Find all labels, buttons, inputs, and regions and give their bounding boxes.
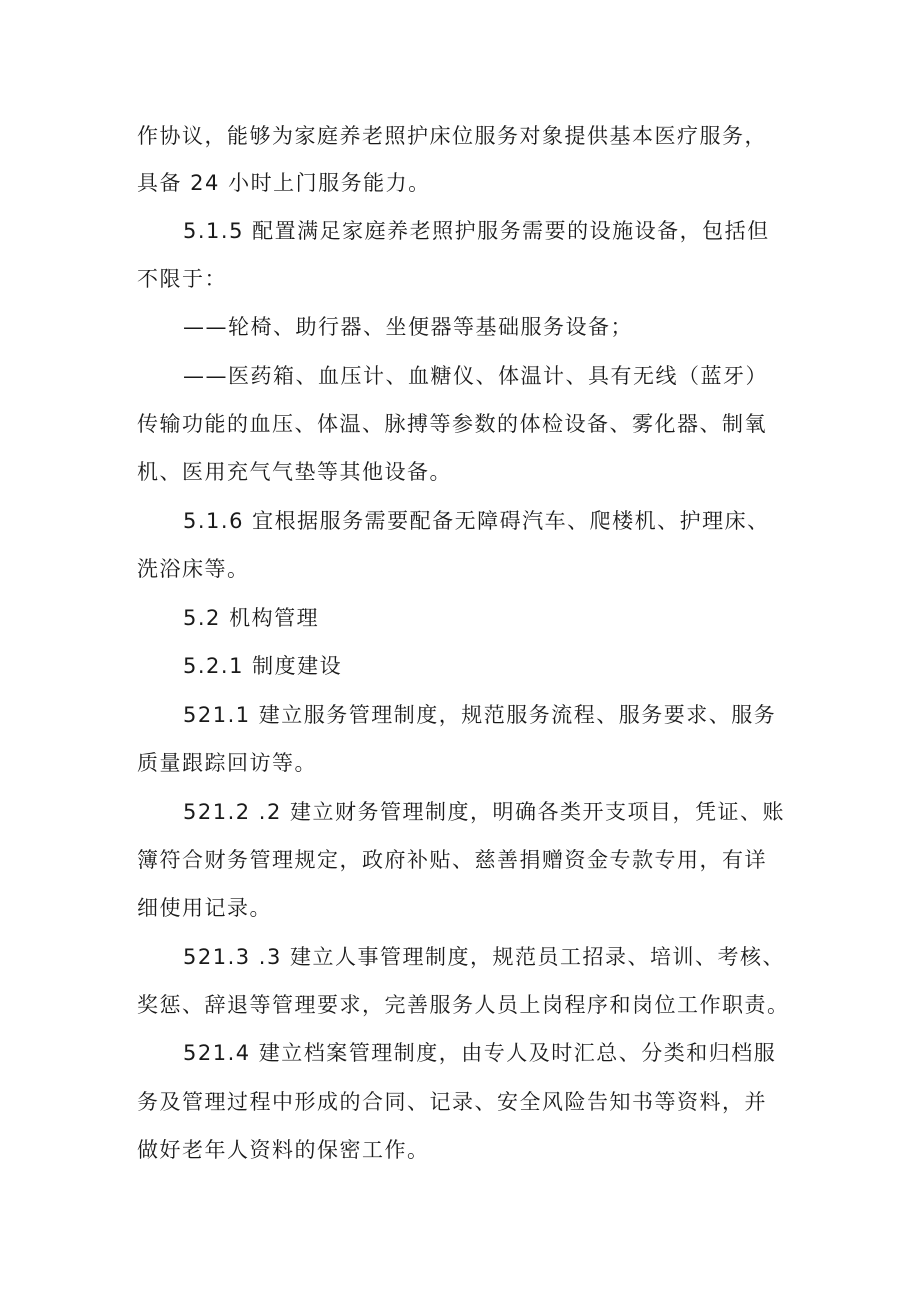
paragraph-line: 传输功能的血压、体温、脉搏等参数的体检设备、雾化器、制氧 xyxy=(137,412,767,436)
list-item-dash: ——医药箱、血压计、血糖仪、体温计、具有无线（蓝牙） xyxy=(183,364,768,388)
clause-5-1-5: 5.1.5 配置满足家庭养老照护服务需要的设施设备，包括但 xyxy=(183,219,770,243)
paragraph-line: 具备 24 小时上门服务能力。 xyxy=(137,171,431,195)
section-heading-5-2-1: 5.2.1 制度建设 xyxy=(183,654,343,678)
clause-521-2: 521.2 .2 建立财务管理制度，明确各类开支项目，凭证、账 xyxy=(183,800,786,824)
paragraph-line: 不限于： xyxy=(137,267,227,291)
list-item-dash: ——轮椅、助行器、坐便器等基础服务设备； xyxy=(183,315,633,339)
paragraph-line: 洗浴床等。 xyxy=(137,557,250,581)
clause-5-1-6: 5.1.6 宜根据服务需要配备无障碍汽车、爬楼机、护理床、 xyxy=(183,509,770,533)
paragraph-line: 细使用记录。 xyxy=(137,896,272,920)
paragraph-line: 质量跟踪回访等。 xyxy=(137,751,317,775)
paragraph-line: 机、医用充气气垫等其他设备。 xyxy=(137,460,452,484)
clause-521-1: 521.1 建立服务管理制度，规范服务流程、服务要求、服务 xyxy=(183,703,777,727)
paragraph-line: 做好老年人资料的保密工作。 xyxy=(137,1138,430,1162)
section-heading-5-2: 5.2 机构管理 xyxy=(183,606,320,630)
paragraph-line: 簿符合财务管理规定，政府补贴、慈善捐赠资金专款专用，有详 xyxy=(137,848,767,872)
paragraph-line: 奖惩、辞退等管理要求，完善服务人员上岗程序和岗位工作职责。 xyxy=(137,993,790,1017)
clause-521-3: 521.3 .3 建立人事管理制度，规范员工招录、培训、考核、 xyxy=(183,945,786,969)
paragraph-line: 务及管理过程中形成的合同、记录、安全风险告知书等资料，并 xyxy=(137,1090,767,1114)
clause-521-4: 521.4 建立档案管理制度，由专人及时汇总、分类和归档服 xyxy=(183,1041,777,1065)
paragraph-line: 作协议，能够为家庭养老照护床位服务对象提供基本医疗服务， xyxy=(137,124,767,148)
